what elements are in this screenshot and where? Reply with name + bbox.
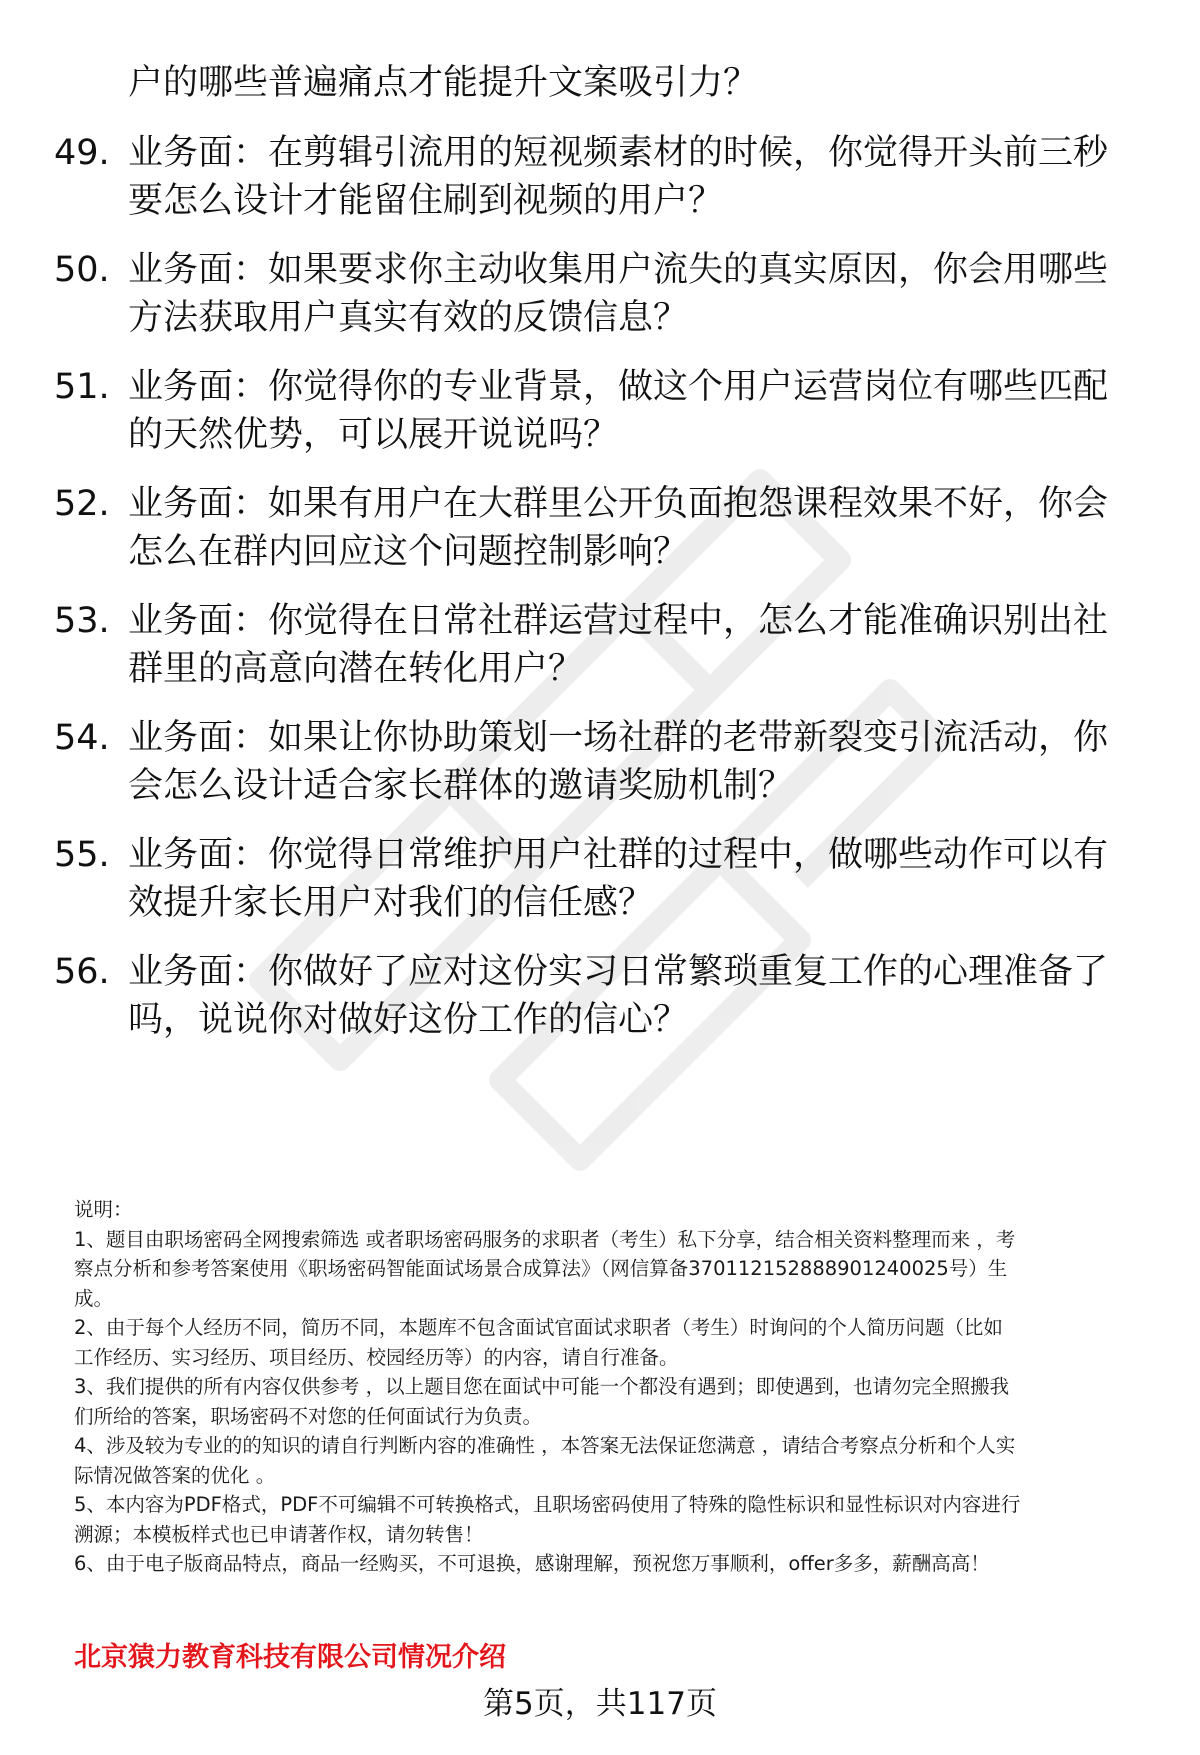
question-line: 群里的高意向潜在转化用户？	[128, 649, 584, 689]
notes-title: 说明：	[74, 1198, 133, 1221]
question-number: 52.	[54, 484, 110, 524]
note-line: 4、涉及较为专业的的知识的请自行判断内容的准确性 ，本答案无法保证您满意 ，请结合考察点分析和个人实	[74, 1434, 1016, 1457]
question-text	[128, 246, 1148, 342]
question-line: 会怎么设计适合家长群体的邀请奖励机制？	[128, 766, 794, 806]
question-number: 56.	[54, 952, 110, 992]
question-number: 49.	[54, 133, 110, 173]
question-number: 54.	[54, 718, 110, 758]
question-line: 要怎么设计才能留住刷到视频的用户？	[128, 181, 724, 221]
question-number: 51.	[54, 367, 110, 407]
question-text	[128, 363, 1148, 459]
note-line: 成。	[74, 1286, 114, 1310]
question-text	[128, 480, 1148, 576]
company-heading: 北京猿力教育科技有限公司情况介绍	[74, 1642, 506, 1673]
note-line: 3、我们提供的所有内容仅供参考 ，以上题目您在面试中可能一个都没有遇到；即使遇到，也请勿完全照搬我	[74, 1375, 1010, 1398]
question-text	[128, 831, 1148, 927]
question-text	[128, 597, 1148, 693]
question-line: 业务面：如果有用户在大群里公开负面抱怨课程效果不好，你会	[128, 484, 1109, 524]
note-line: 6、由于电子版商品特点，商品一经购买，不可退换，感谢理解，预祝您万事顺利，offer多多，薪酬高高！	[74, 1552, 990, 1575]
question-line: 的天然优势，可以展开说说吗？	[128, 415, 619, 455]
question-line: 方法获取用户真实有效的反馈信息？	[128, 298, 689, 338]
question-line: 业务面：如果让你协助策划一场社群的老带新裂变引流活动，你	[128, 718, 1109, 758]
question-number: 55.	[54, 835, 110, 875]
note-line: 1、题目由职场密码全网搜索筛选 或者职场密码服务的求职者（考生）私下分享，结合相关资料整理而来 ，考	[74, 1227, 1016, 1251]
note-line: 工作经历、实习经历、项目经历、校园经历等）的内容，请自行准备。	[74, 1345, 679, 1369]
question-line: 业务面：在剪辑引流用的短视频素材的时候，你觉得开头前三秒	[128, 133, 1109, 173]
question-number: 50.	[54, 250, 110, 290]
note-line: 际情况做答案的优化 。	[74, 1463, 276, 1487]
question-number: 53.	[54, 601, 110, 641]
note-line: 们所给的答案，职场密码不对您的任何面试行为负责。	[74, 1404, 543, 1428]
question-line: 业务面：如果要求你主动收集用户流失的真实原因，你会用哪些	[128, 250, 1109, 290]
note-line: 2、由于每个人经历不同，简历不同，本题库不包含面试官面试求职者（考生）时询问的个人简历问题（比如	[74, 1316, 1003, 1339]
question-line: 业务面：你觉得在日常社群运营过程中，怎么才能准确识别出社	[128, 601, 1109, 641]
page-indicator: 第5页，共117页	[483, 1686, 717, 1722]
question-text	[128, 948, 1148, 1044]
question-line: 怎么在群内回应这个问题控制影响？	[128, 532, 689, 572]
question-line: 业务面：你觉得日常维护用户社群的过程中，做哪些动作可以有	[128, 835, 1109, 875]
question-line: 业务面：你觉得你的专业背景，做这个用户运营岗位有哪些匹配	[128, 367, 1109, 407]
note-line: 溯源；本模板样式也已申请著作权，请勿转售！	[74, 1522, 484, 1546]
question-text	[128, 129, 1148, 225]
question-continuation: 户的哪些普遍痛点才能提升文案吸引力？	[128, 63, 759, 103]
question-line: 吗，说说你对做好这份工作的信心？	[128, 1000, 689, 1040]
notes-section	[74, 1195, 1160, 1579]
note-line: 察点分析和参考答案使用《职场密码智能面试场景合成算法》（网信算备370112152888901240025号）生	[74, 1257, 1008, 1280]
question-text	[128, 714, 1148, 810]
question-line: 业务面：你做好了应对这份实习日常繁琐重复工作的心理准备了	[128, 952, 1109, 992]
note-line: 5、本内容为PDF格式，PDF不可编辑不可转换格式，且职场密码使用了特殊的隐性标识和显性标识对内容进行	[74, 1493, 1021, 1516]
question-line: 效提升家长用户对我们的信任感？	[128, 883, 654, 923]
